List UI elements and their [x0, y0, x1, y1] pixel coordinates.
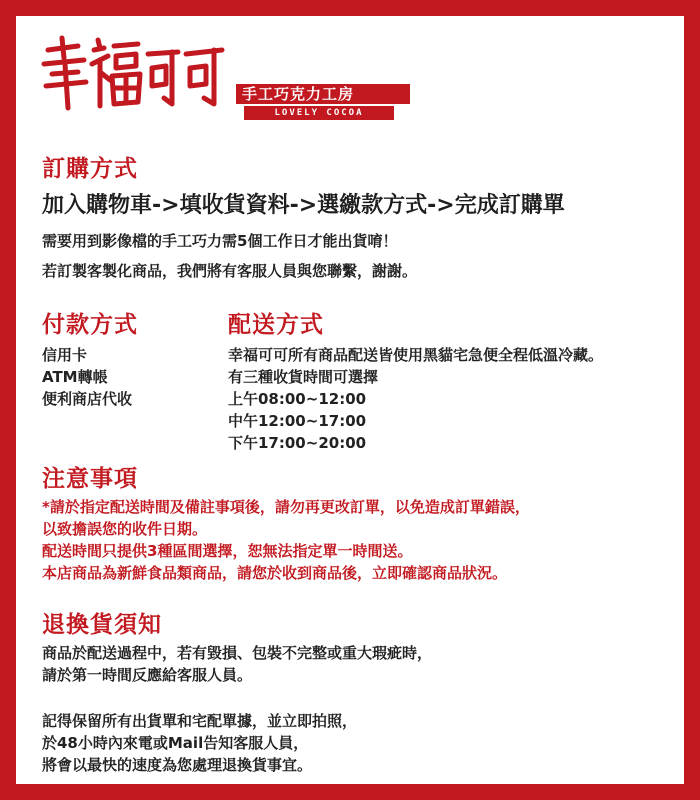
- returns-line: 記得保留所有出貨單和宅配單據，並立即拍照，: [42, 712, 358, 730]
- returns-line: 將會以最快的速度為您處理退換貨事宜。: [42, 756, 313, 774]
- brand-subtitle: LOVELY COCOA: [244, 106, 394, 120]
- delivery-time-slot: 上午08:00~12:00: [228, 390, 367, 408]
- delivery-time-slot: 中午12:00~17:00: [228, 412, 367, 430]
- notice-line: 以致擔誤您的收件日期。: [42, 520, 208, 538]
- returns-line: 請於第一時間反應給客服人員。: [42, 666, 253, 684]
- returns-line: 於48小時內來電或Mail告知客服人員，: [42, 734, 309, 752]
- brand-tagline: [236, 84, 410, 104]
- delivery-time-slot: 下午17:00~20:00: [228, 434, 367, 452]
- payment-item: 便利商店代收: [42, 390, 133, 408]
- payment-heading: 付款方式: [42, 312, 138, 338]
- order-note-1: 需要用到影像檔的手工巧力需5個工作日才能出貨唷！: [42, 232, 398, 250]
- order-heading: 訂購方式: [42, 156, 138, 182]
- payment-item: ATM轉帳: [42, 368, 108, 386]
- notice-line: *請於指定配送時間及備註事項後，請勿再更改訂單，以免造成訂單錯誤，: [42, 498, 530, 516]
- brand-logo: [38, 28, 398, 128]
- order-flow: 加入購物車->填收貨資料->選繳款方式->完成訂購單: [42, 193, 565, 218]
- delivery-heading: 配送方式: [228, 312, 324, 338]
- delivery-line: 幸福可可所有商品配送皆使用黑貓宅急便全程低溫冷藏。: [228, 346, 604, 364]
- payment-item: 信用卡: [42, 346, 88, 364]
- notice-line: 配送時間只提供3種區間選擇，恕無法指定單一時間送。: [42, 542, 413, 560]
- delivery-line: 有三種收貨時間可選擇: [228, 368, 379, 386]
- notice-heading: 注意事項: [42, 466, 138, 492]
- brand-tagline-text: 手工巧克力工房: [242, 85, 355, 103]
- order-note-2: 若訂製客製化商品，我們將有客服人員與您聯繫，謝謝。: [42, 262, 418, 280]
- notice-line: 本店商品為新鮮食品類商品，請您於收到商品後，立即確認商品狀況。: [42, 564, 508, 582]
- returns-line: 商品於配送過程中，若有毀損、包裝不完整或重大瑕疵時，: [42, 644, 433, 662]
- content-card: [16, 16, 684, 784]
- returns-heading: 退換貨須知: [42, 612, 162, 638]
- brand-script-logo-icon: [38, 28, 228, 114]
